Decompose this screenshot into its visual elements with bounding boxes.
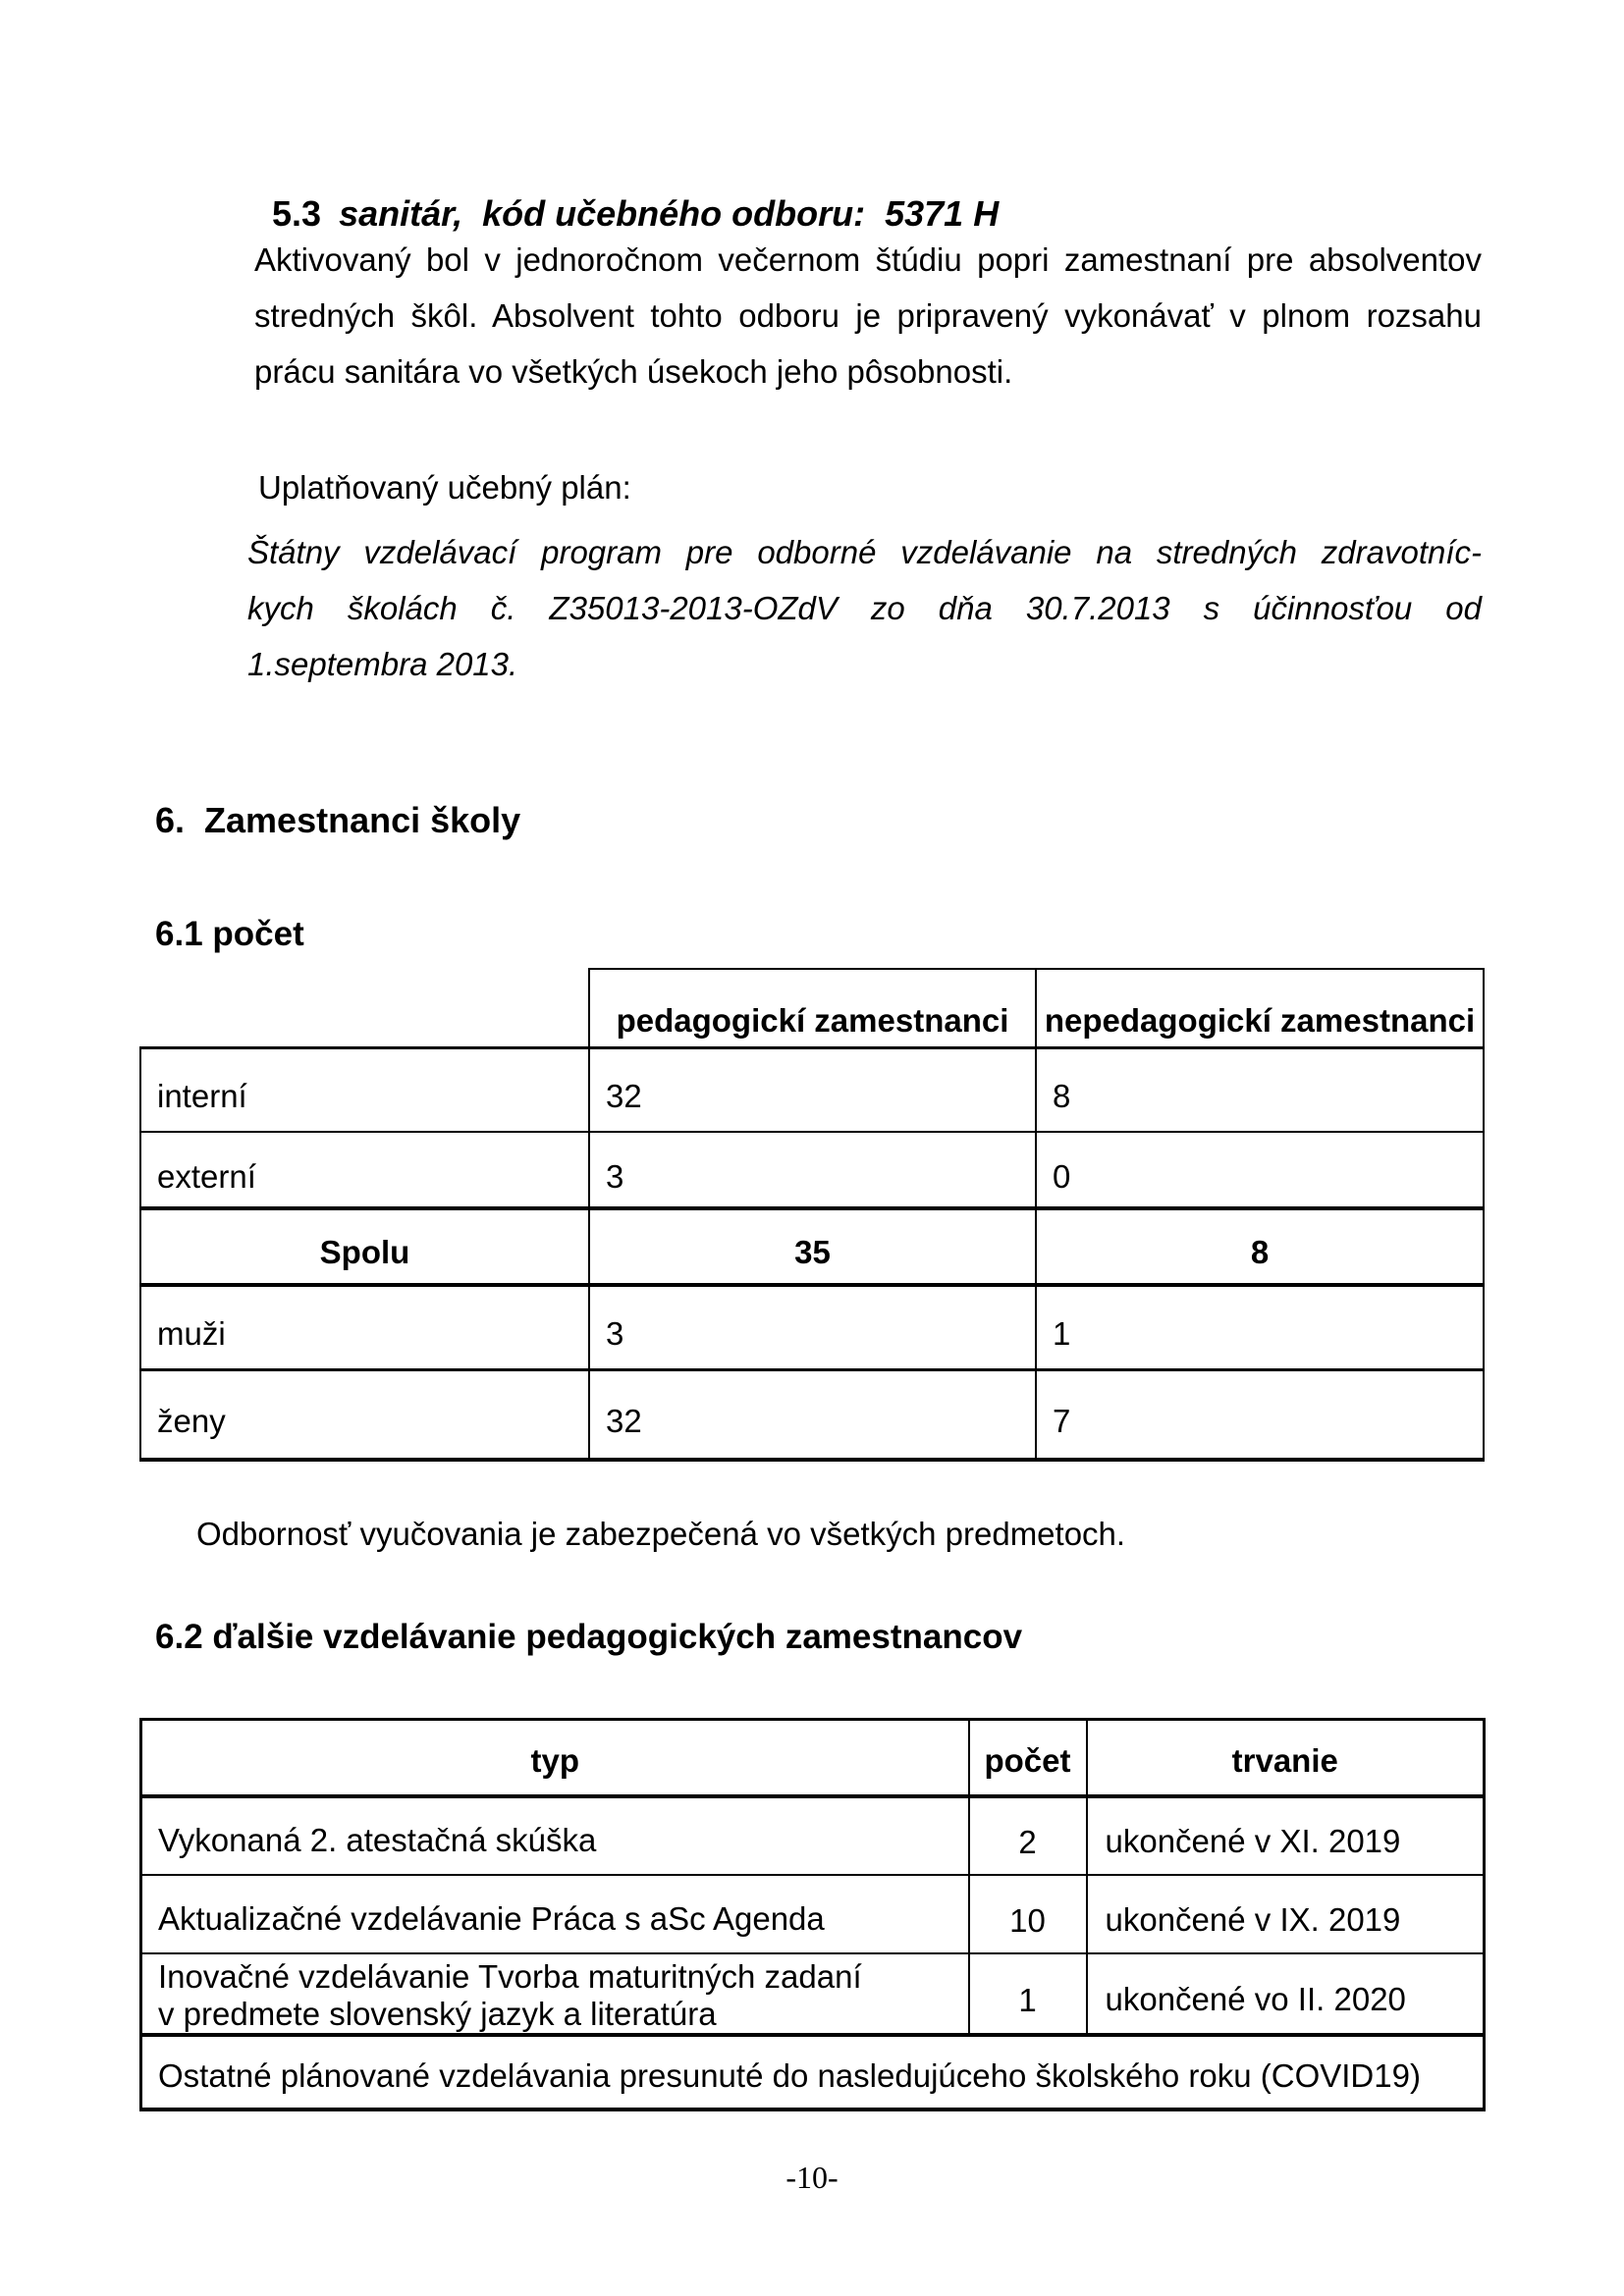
pocet-column-header: počet <box>969 1720 1087 1796</box>
table-header-row <box>141 1720 1485 1796</box>
training-row <box>141 1796 1485 1875</box>
pedagogical-count: 3 <box>589 1285 1036 1369</box>
section-5-3-title: sanitár, kód učebného odboru: 5371 H <box>339 193 1000 234</box>
pedagogical-count: 35 <box>589 1208 1036 1285</box>
row-label: muži <box>140 1285 589 1369</box>
training-type-line: Inovačné vzdelávanie Tvorba maturitných zadaní <box>158 1957 862 1995</box>
training-type <box>141 1953 969 2035</box>
expertise-note: Odbornosť vyučovania je zabezpečená vo všetkých predmetoch. <box>196 1516 1126 1552</box>
plan-paragraph-line: 1.septembra 2013. <box>247 646 518 682</box>
training-duration: ukončené v XI. 2019 <box>1087 1796 1485 1875</box>
row-label: Spolu <box>140 1208 589 1285</box>
nonpedagogical-count: 8 <box>1036 1208 1484 1285</box>
training-count: 10 <box>969 1875 1087 1953</box>
table-row-spolu <box>140 1208 1484 1285</box>
nonpedagogical-count: 7 <box>1036 1369 1484 1460</box>
pedagogical-count: 32 <box>589 1369 1036 1460</box>
paragraph-activation <box>254 232 1482 400</box>
training-count: 1 <box>969 1953 1087 2035</box>
plan-paragraph-line: Štátny vzdelávací program pre odborné vzdelávanie na stredných zdravotníc- <box>247 534 1482 570</box>
covid-note-row <box>141 2035 1485 2109</box>
nonpedagogical-column-header: nepedagogickí zamestnanci <box>1036 969 1484 1047</box>
training-duration: ukončené v IX. 2019 <box>1087 1875 1485 1953</box>
paragraph-line: stredných škôl. Absolvent tohto odboru je pripravený vykonávať v plnom rozsahu <box>254 297 1482 334</box>
pedagogical-column-header: pedagogickí zamestnanci <box>589 969 1036 1047</box>
training-type: Aktualizačné vzdelávanie Práca s aSc Agenda <box>141 1875 969 1953</box>
training-count: 2 <box>969 1796 1087 1875</box>
employees-count-table <box>139 968 1485 1462</box>
training-type-line: v predmete slovenský jazyk a literatúra <box>158 1995 717 2032</box>
table-row-muzi <box>140 1285 1484 1369</box>
section-6-1-heading: 6.1 počet <box>155 915 304 953</box>
row-label: ženy <box>140 1369 589 1460</box>
table-row-interni <box>140 1047 1484 1132</box>
row-label: interní <box>140 1047 589 1132</box>
training-row <box>141 1875 1485 1953</box>
table-header-row <box>140 969 1484 1047</box>
covid-note-cell: Ostatné plánované vzdelávania presunuté do nasledujúceho školského roku (COVID19) <box>141 2035 1485 2109</box>
plan-paragraph <box>247 524 1482 692</box>
table-row-zeny <box>140 1369 1484 1460</box>
row-label: externí <box>140 1132 589 1208</box>
training-type: Vykonaná 2. atestačná skúška <box>141 1796 969 1875</box>
plan-paragraph-line: kych školách č. Z35013-2013-OZdV zo dňa 30.7.2013 s účinnosťou od <box>247 590 1482 626</box>
nonpedagogical-count: 8 <box>1036 1047 1484 1132</box>
pedagogical-count: 3 <box>589 1132 1036 1208</box>
page-number: -10- <box>785 2160 839 2195</box>
pedagogical-count: 32 <box>589 1047 1036 1132</box>
training-table <box>139 1718 1486 2111</box>
typ-column-header: typ <box>141 1720 969 1796</box>
section-6-heading: 6. Zamestnanci školy <box>155 800 521 840</box>
paragraph-line: Aktivovaný bol v jednoročnom večernom štúdiu popri zamestnaní pre absolventov <box>254 241 1482 278</box>
trvanie-column-header: trvanie <box>1087 1720 1485 1796</box>
plan-label: Uplatňovaný učebný plán: <box>258 469 631 506</box>
section-5-3-number: 5.3 <box>272 193 322 234</box>
training-row <box>141 1953 1485 2035</box>
nonpedagogical-count: 0 <box>1036 1132 1484 1208</box>
nonpedagogical-count: 1 <box>1036 1285 1484 1369</box>
table-row-externi <box>140 1132 1484 1208</box>
paragraph-line: prácu sanitára vo všetkých úsekoch jeho pôsobnosti. <box>254 353 1013 390</box>
training-duration: ukončené vo II. 2020 <box>1087 1953 1485 2035</box>
empty-header-cell <box>140 969 589 1047</box>
section-6-2-heading: 6.2 ďalšie vzdelávanie pedagogických zamestnancov <box>155 1618 1023 1656</box>
